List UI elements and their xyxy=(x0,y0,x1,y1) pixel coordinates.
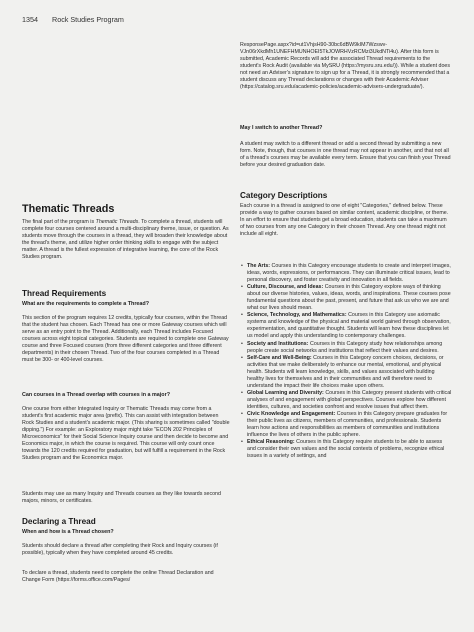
category-text: Courses in this Category concern choices, decisions, or activities that we make deliberately to enhance our mental, emotional, and physical health. Students will learn knowledge, skills, and values associated with building healthy lives for themselves and in their communities and will therefore need to understand the impact their life choices make upon others. xyxy=(247,354,444,389)
bullet-icon: • xyxy=(241,389,243,396)
page-number: 1354 xyxy=(22,15,38,24)
requirements-question: What are the requirements to complete a Thread? xyxy=(22,301,150,307)
bullet-icon: • xyxy=(241,340,243,347)
declaring-text: Students should declare a thread after completing their Rock and Inquiry courses (if possible), typically when they have completed around 45 credits. xyxy=(22,543,218,557)
bullet-icon: • xyxy=(241,354,243,361)
many-courses-text: Students may use as many Inquiry and Threads courses as they like towards second majors, minors, or certificates. xyxy=(22,491,221,505)
thematic-threads-heading: Thematic Threads xyxy=(22,203,115,215)
category-item xyxy=(240,284,452,312)
running-header xyxy=(22,15,124,24)
category-text: Courses in this Category study how relationships among people create social networks and institutions that reflect their values and desires. xyxy=(247,340,443,354)
category-name: Civic Knowledge and Engagement: xyxy=(247,410,336,417)
category-descriptions-heading: Category Descriptions xyxy=(240,191,328,200)
category-name: Culture, Discourse, and Ideas: xyxy=(247,284,324,291)
category-item xyxy=(240,390,452,411)
category-text: Courses in this Category prepare graduates for their public lives as citizens, members of communities, and professionals. Students learn how actions and responsibilities as members of communities and institutions influence the lives of others in the public sphere. xyxy=(247,410,448,439)
declare-form-text: To declare a thread, students need to complete the online Thread Declaration and Change Form (https://forms.office.com/Pages/ xyxy=(22,570,214,584)
bullet-icon: • xyxy=(241,410,243,417)
switch-text: A student may switch to a different thread or add a second thread by submitting a new form. Note, though, that courses in one thread may not appear in another, and that not all of a thread's courses may be available every term. Ensure that you can finish your Thread before your desired graduation date. xyxy=(240,141,451,169)
category-item xyxy=(240,439,452,460)
category-item xyxy=(240,312,452,340)
category-text: Courses in this Category require students to be able to assess and consider their own values and the social contexts of problems, recognize ethical issues in a variety of settings, and xyxy=(247,439,445,460)
requirements-text: This section of the program requires 12 credits, typically four courses, within the Thread that the student has chosen. Each Thread has one or more Gateway courses which will serve as an entry point to the Thread. Additionally, each Thread includes Focused courses across eight topical categories. Students are required to complete one Gateway course and three Focused courses (from three different categories and three different departments) in their chosen Thread. Two of the four courses completed in a Thread must be 300- or 400-level courses. xyxy=(22,315,229,364)
bullet-icon: • xyxy=(241,312,243,319)
category-text: Courses in this Category explore ways of thinking about our diverse histories, values, ideas, words, and inspirations. These courses pose fundamental questions about the past, present, and future that ask us who we are and what our lives should mean. xyxy=(247,284,451,312)
category-item xyxy=(240,341,452,355)
switch-question: May I switch to another Thread? xyxy=(240,125,323,131)
category-text: Courses in this Category present students with critical analyses of and engagement with global perspectives. Courses explore how different identities, cultures, and societies confront and resolve issues that affect them. xyxy=(247,389,452,410)
overlap-question: Can courses in a Thread overlap with courses in a major? xyxy=(22,392,170,398)
declaring-thread-heading: Declaring a Thread xyxy=(22,517,96,526)
categories-intro: Each course in a thread is assigned to one of eight "Categories," defined below. These provide a way to gather courses based on similar content, academic discipline, or theme. In an effort to ensure that students get a broad education, students can take a maximum of two courses from any one Category in their chosen Thread. Any one thread might not include all eight. xyxy=(240,203,449,238)
category-name: Ethical Reasoning: xyxy=(247,439,295,446)
running-title: Rock Studies Program xyxy=(52,15,124,24)
bullet-icon: • xyxy=(241,284,243,291)
form-continued-text: ResponsePage.aspx?id=ut1VhjsH90-30bc6dBW9kIM7Wzswv-VJn06rXkdMh1UNEFHMUNHOEI5TkJOWRHVzRCMzi3UkdNTi4u). After this form is submitted, Academic Records will add the associated Thread requirements to the student's Rock Audit (available via MySRU (https://mysru.sru.edu/)). While a student does not need an Adviser's signature to sign up for a Thread, it is strongly recommended that a student discuss any Thread declarations or changes with their Academic Adviser (https://catalog.sru.edu/academic-policies/academic-advisers-undergraduate/). xyxy=(240,42,451,91)
category-name: Self-Care and Well-Being: xyxy=(247,354,312,361)
overlap-text: One course from either Integrated Inquiry or Thematic Threads may come from a student's first academic major area (prefix). This can assist with integration between Rock Studies and a student's academic major. (This sharing is sometimes called "double dipping.") For example: an Exploratory major might take "ECON 202 Principles of Microeconomics" for their Social Science Inquiry course and then decide to become and Economics major, in which the course is required. This course will only count once towards the 120 credits required for graduation, but will fulfill a requirement in the Rock Studies program and the Economics major. xyxy=(22,406,230,462)
category-name: Global Learning and Diversity: xyxy=(247,389,324,396)
declaring-question: When and how is a Thread chosen? xyxy=(22,529,114,535)
category-text: Courses in this Category use axiomatic systems and knowledge of the physical and material world gained through observation, experimentation, and quantitative thought. Students will learn how these disciplines let us model and apply this understanding to contemporary challenges. xyxy=(247,312,451,340)
thematic-intro-em: Thematic Threads xyxy=(95,219,139,225)
thematic-intro xyxy=(22,219,230,261)
category-item xyxy=(240,355,452,390)
thread-requirements-heading: Thread Requirements xyxy=(22,289,107,298)
bullet-icon: • xyxy=(241,263,243,269)
bullet-icon: • xyxy=(241,439,243,446)
category-text: Courses in this Category encourage students to create and interpret images, ideas, words, expressions, or performances. They can illuminate critical issues, lead to personal discovery, and foster creativity and innovation in all fields. xyxy=(247,263,451,284)
thematic-intro-pre: The final part of the program is xyxy=(22,219,96,225)
category-item xyxy=(240,411,452,439)
category-item xyxy=(240,263,452,284)
category-name: Science, Technology, and Mathematics: xyxy=(247,312,347,319)
thematic-intro-post: . To complete a thread, students will complete four courses centered around a multi-disciplinary theme, issue, or question. As students move through the courses in a thread, they will broaden their knowledge about the thread's theme, and utilize higher order thinking skills to engage with the subject matter. A thread is the fullest expression of integrative learning, the core of the Rock Studies program. xyxy=(22,219,229,261)
category-name: Society and Institutions: xyxy=(247,340,309,347)
category-name: The Arts: xyxy=(247,263,271,269)
category-list xyxy=(240,263,452,460)
